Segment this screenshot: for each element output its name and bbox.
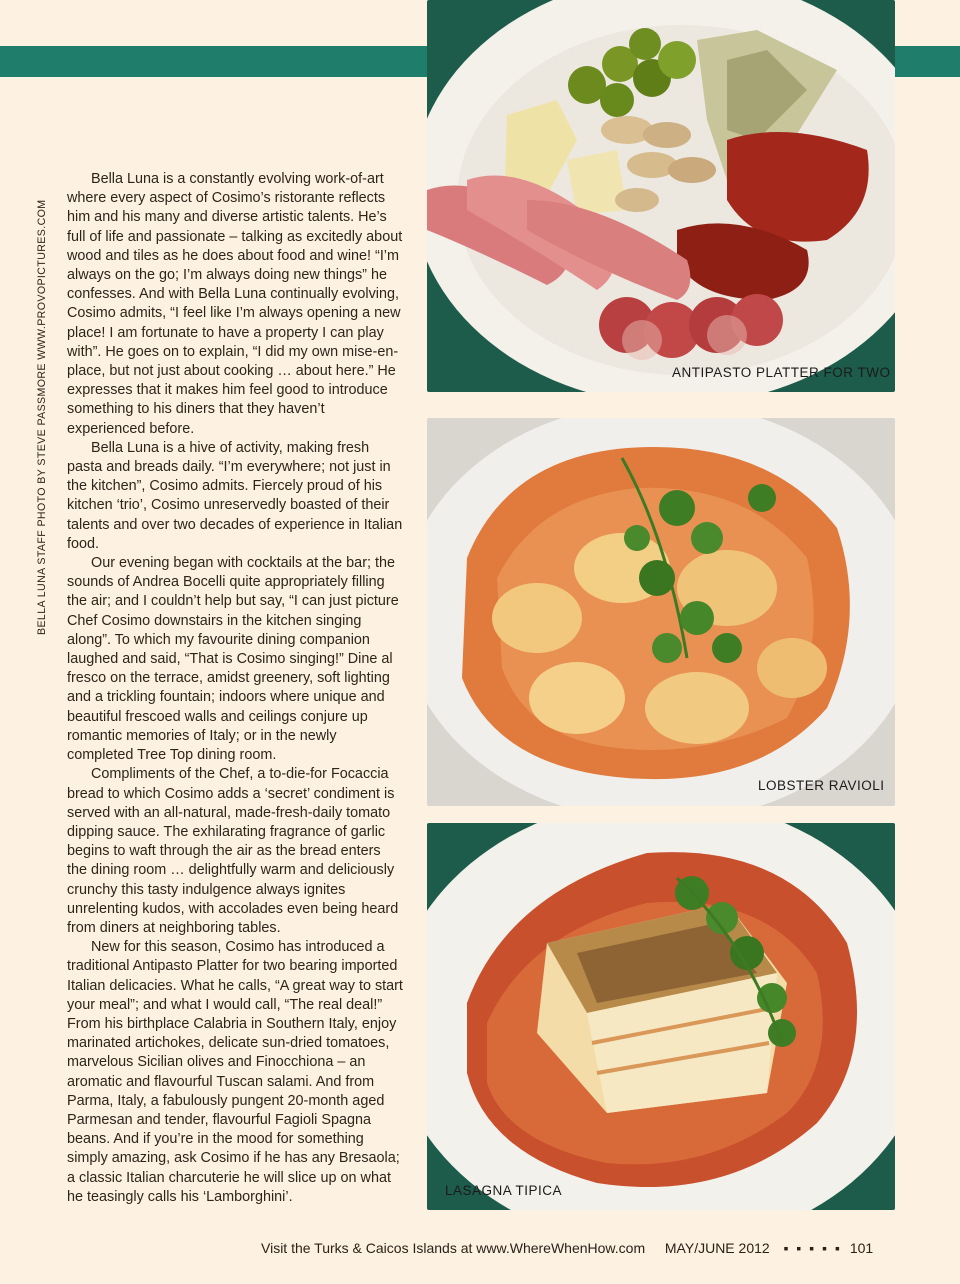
- photo-credit: BELLA LUNA STAFF PHOTO BY STEVE PASSMORE WWW.PROVOPICTURES.COM: [36, 199, 48, 635]
- article-paragraph: New for this season, Cosimo has introduced a traditional Antipasto Platter for two bearing imported Italian delicacies. What he calls, “A great way to start your meal”; and what I would call, “The real deal!” From his birthplace Calabria in Southern Italy, enjoy marinated artichokes, delicate sun-dried tomatoes, marvelous Sicilian olives and Finocchiona – an aromatic and flavourful Tuscan salami. And from Parma, Italy, a fabulously pungent 20-month aged Parmesan and tender, flavourful Fagioli Spagna beans. And if you’re in the mood for something simply amazing, ask Cosimo if he has any Bresaola; a classic Italian charcuterie he will slice up on what he teasingly calls his ‘Lamborghini’.: [67, 939, 403, 1205]
- article-paragraph: Our evening began with cocktails at the bar; the sounds of Andrea Bocelli quite appropriately filling the air; and I couldn’t help but say, “I can just picture Chef Cosimo downstairs in the kitchen singing along”. To which my favourite dining companion laughed and said, “That is Cosimo singing!” Dine al fresco on the terrace, amidst greenery, soft lighting and a trickling fountain; indoors where unique and beautiful frescoed walls and ceilings conjure up romantic memories of Italy; or in the newly completed Tree Top dining room.: [67, 555, 399, 764]
- article-paragraph: Bella Luna is a hive of activity, making fresh pasta and breads daily. “I’m everywhere; not just in the kitchen”, Cosimo admits. Fiercely proud of his kitchen ‘trio’, Cosimo unreservedly boasted of their talents and over two decades of experience in Italian food.: [67, 439, 403, 552]
- ravioli-photo: [427, 418, 895, 806]
- lasagna-photo: [427, 823, 895, 1210]
- footer-text: Visit the Turks & Caicos Islands at www.WhereWhenHow.com: [261, 1240, 646, 1256]
- antipasto-photo: [427, 0, 895, 392]
- page-number: 101: [849, 1240, 874, 1256]
- teal-header-band-left: [0, 46, 428, 77]
- ravioli-caption: LOBSTER RAVIOLI: [758, 778, 885, 793]
- footer-issue: MAY/JUNE 2012: [664, 1240, 770, 1256]
- footer-dots: ▪ ▪ ▪ ▪ ▪: [783, 1240, 842, 1256]
- article-body: [67, 170, 403, 1207]
- article-paragraph: Compliments of the Chef, a to-die-for Focaccia bread to which Cosimo adds a ‘secret’ condiment is served with an all-natural, made-fresh-daily tomato dipping sauce. The exhilarating fragrance of garlic begins to waft through the air as the bread enters the dining room … delightfully warm and deliciously crunchy this tasty indulgence always ignites unrelenting kudos, with accolades even being heard from diners at neighboring tables.: [67, 766, 399, 936]
- article-paragraph: Bella Luna is a constantly evolving work-of-art where every aspect of Cosimo’s ristorante reflects him and his many and diverse artistic talents. He’s full of life and passionate – talking as excitedly about wood and tiles as he does about food and wine! “I’m always on the go; I’m always doing new things” he confesses. And with Bella Luna continually evolving, Cosimo admits, “I feel like I’m always opening a new place! I am fortunate to have a property I can play with”. He goes on to explain, “I did my own mise-en-place, but not just about cooking … about here.” He expresses that it makes him feel good to introduce something to his diners that they haven’t experienced before.: [67, 171, 403, 437]
- lasagna-caption: LASAGNA TIPICA: [445, 1183, 563, 1198]
- antipasto-caption: ANTIPASTO PLATTER FOR TWO: [672, 365, 891, 380]
- page-footer: [261, 1240, 901, 1256]
- teal-header-band-right: [894, 46, 960, 77]
